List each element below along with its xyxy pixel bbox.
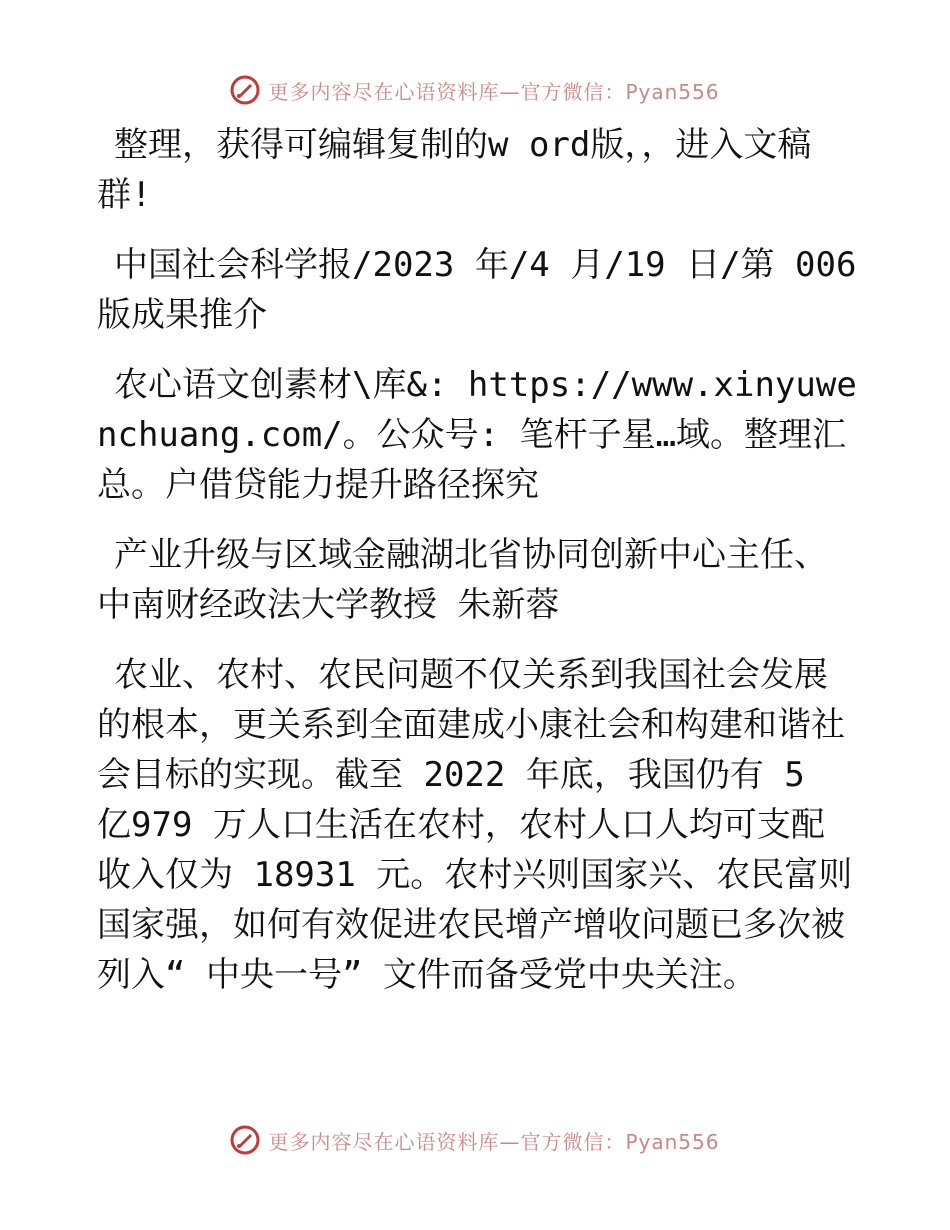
paragraph-3: 农心语文创素材\库&: https://www.xinyuwenchuang.com/。公众号: 笔杆子星…域。整理汇总。户借贷能力提升路径探究 — [97, 365, 857, 505]
logo-icon — [230, 1125, 260, 1155]
document-body — [97, 120, 857, 1020]
footer-watermark-text: 更多内容尽在心语资料库—官方微信：Pyan556 — [268, 1129, 720, 1154]
logo-icon — [230, 75, 260, 105]
paragraph-1: 整理，获得可编辑复制的w ord版，，进入文稿群! — [97, 125, 812, 215]
paragraph-2: 中国社会科学报/2023 年/4 月/19 日/第 006 版成果推介 — [97, 245, 857, 335]
header-watermark-banner — [0, 70, 950, 110]
paragraph-4: 产业升级与区域金融湖北省协同创新中心主任、中南财经政法大学教授 朱新蓉 — [97, 535, 828, 625]
header-watermark-text: 更多内容尽在心语资料库—官方微信：Pyan556 — [268, 79, 720, 104]
footer-watermark-banner — [0, 1120, 950, 1160]
paragraph-5: 农业、农村、农民问题不仅关系到我国社会发展的根本，更关系到全面建成小康社会和构建和谐社会目标的实现。截至 2022 年底，我国仍有 5 亿979 万人口生活在农村，农村人口人均可支配收入仅为 18931 元。农村兴则国家兴、农民富则国家强，如何有效促进农民增产增收问题已多次被列入“ 中央一号” 文件而备受党中央关注。 — [97, 655, 853, 995]
